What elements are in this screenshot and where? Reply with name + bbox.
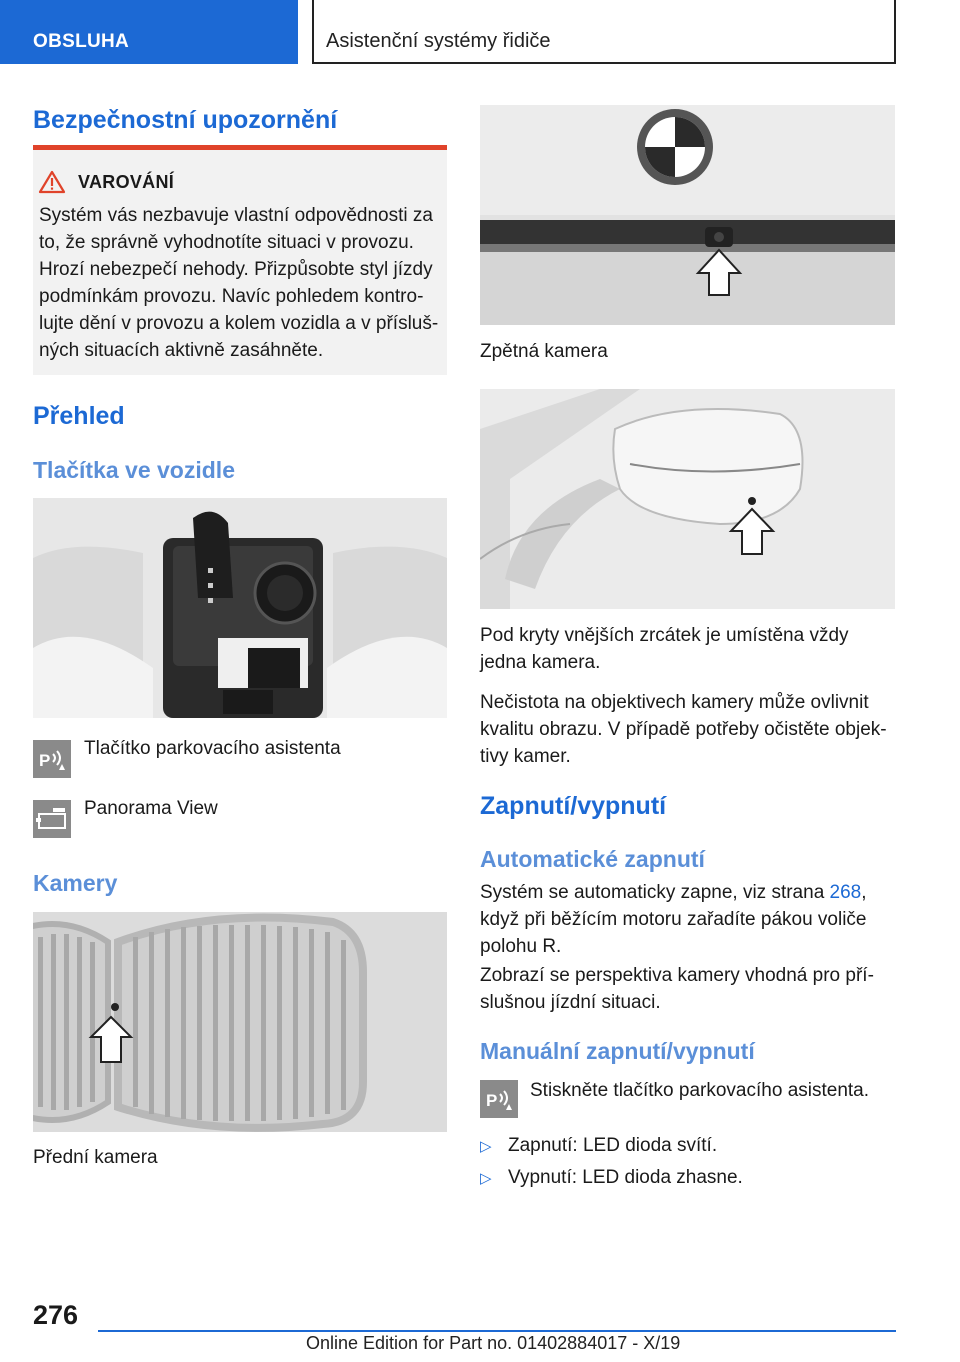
chapter-title: Asistenční systémy řidiče (312, 0, 896, 64)
parking-assistant-icon (33, 740, 71, 778)
parking-assistant-icon (480, 1080, 518, 1118)
warning-text: Systém vás nezbavuje vlastní odpovědnosti za to, že správně vyhodnotíte situaci v provozu. Hrozí nebezpečí nehody. Přizpůsobte styl jízdy podmínkám provozu. Navíc pohledem kontro- lujte dění v provozu a kolem vozidla a v přísluš- ných situacích aktivně zasáhněte. (39, 205, 439, 361)
manual-heading: Manuální zapnutí/vypnutí (480, 1038, 755, 1064)
section-tab: OBSLUHA (0, 0, 298, 64)
front-camera-caption: Přední kamera (33, 1147, 158, 1168)
auto-text: Systém se automaticky zapne, viz strana 268, když při běžícím motoru zařadíte pákou voliče polohu R. (480, 882, 867, 957)
rear-camera-caption: Zpětná kamera (480, 341, 608, 362)
overview-heading: Přehled (33, 402, 125, 430)
page-number: 276 (33, 1300, 79, 1330)
perspective-text: Zobrazí se perspektiva kamery vhodná pro pří- slušnou jízdní situaci. (480, 965, 874, 1013)
panorama-view-icon (33, 800, 71, 838)
footer-divider (98, 1330, 896, 1332)
mirror-camera-caption: Pod kryty vnějších zrcátek je umístěna vždy jedna kamera. (480, 625, 849, 673)
safety-heading: Bezpečnostní upozornění (33, 106, 338, 134)
bullet-triangle-icon: ▷ (480, 1170, 492, 1187)
switching-heading: Zapnutí/vypnutí (480, 792, 667, 820)
mirror-camera-image (480, 389, 895, 609)
page-ref-link[interactable]: 268 (829, 882, 862, 903)
lens-dirt-text: Nečistota na objektivech kamery může ovlivnit kvalitu obrazu. V případě potřeby očistěte objek- tivy kamer. (480, 692, 887, 767)
rear-camera-image (480, 105, 895, 325)
footer-edition: Online Edition for Part no. 01402884017 - X/19 (306, 1333, 681, 1353)
warning-triangle-icon (38, 170, 66, 194)
manual-text: Stiskněte tlačítko parkovacího asistenta. (530, 1080, 870, 1101)
svg-text:P: P (39, 751, 51, 770)
list-item: ▷ Zapnutí: LED dioda svítí. (480, 1132, 717, 1160)
center-console-image (33, 498, 447, 718)
bullet-triangle-icon: ▷ (480, 1138, 492, 1155)
cameras-heading: Kamery (33, 870, 118, 896)
warning-label: VAROVÁNÍ (78, 172, 175, 192)
svg-text:P: P (486, 1091, 498, 1110)
button-label-parking: Tlačítko parkovacího asistenta (84, 738, 341, 759)
front-camera-image (33, 912, 447, 1132)
buttons-heading: Tlačítka ve vozidle (33, 457, 235, 483)
auto-heading: Automatické zapnutí (480, 846, 705, 872)
list-item: ▷ Vypnutí: LED dioda zhasne. (480, 1164, 743, 1192)
button-label-panorama: Panorama View (84, 798, 218, 819)
